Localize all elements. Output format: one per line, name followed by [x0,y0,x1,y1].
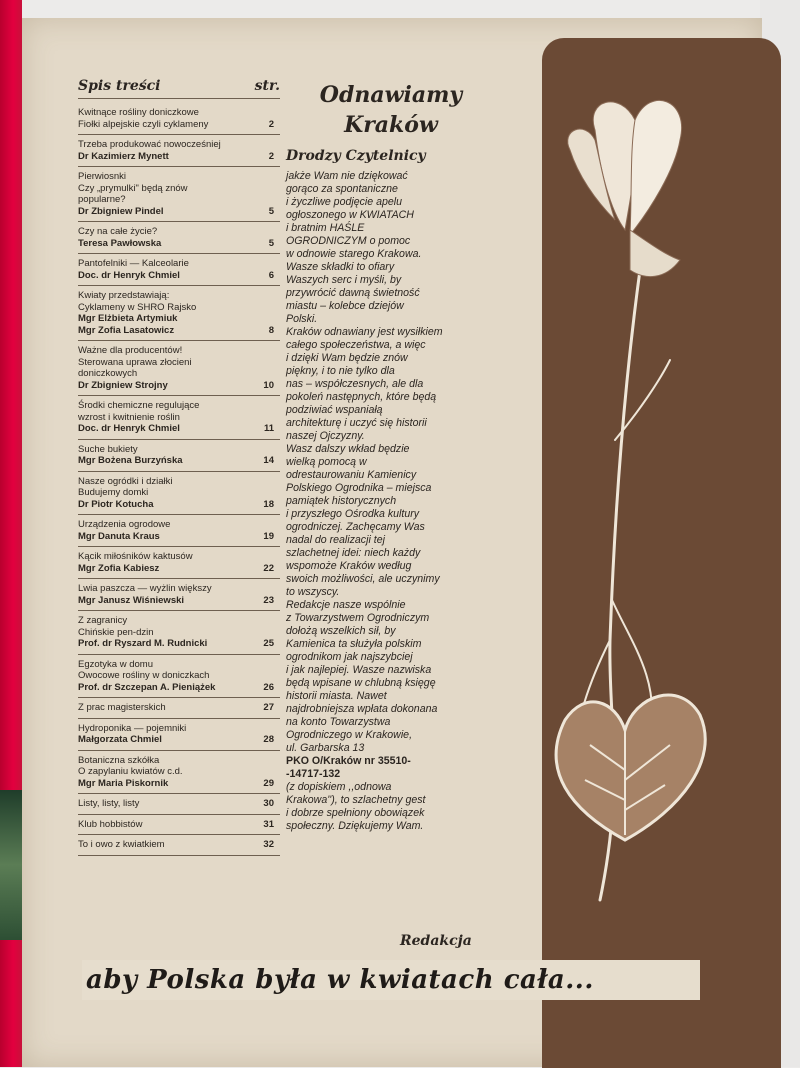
toc-list [78,103,280,856]
toc-entry-author: Dr Piotr Kotucha [78,498,154,510]
toc-entry [78,794,280,815]
toc-entry [78,515,280,547]
toc-entry-page: 11 [263,423,274,434]
slogan-banner: aby Polska była w kwiatach cała... [82,960,700,1000]
toc-entry [78,751,280,795]
toc-entry-title: Kącik miłośników kaktusów [78,551,193,562]
article-salutation: Drodzy Czytelnicy [286,148,426,164]
toc-entry-page: 26 [263,681,274,693]
toc-entry-page: 5 [268,237,274,249]
toc-entry-author: Prof. dr Ryszard M. Rudnicki [78,638,208,649]
toc-entry-title: Ważne dla producentów! Sterowana uprawa złocieni doniczkowych [78,345,192,379]
toc-entry-title: Botaniczna szkółka O zapylaniu kwiatów c.d. [78,754,183,777]
toc-title: Spis treści [78,78,161,94]
toc-entry-author: Małgorzata Chmiel [78,734,162,745]
toc-entry-page: 18 [263,498,274,510]
toc-entry-author: Dr Kazimierz Mynett [78,150,169,162]
toc-entry [78,835,280,856]
toc-entry-page: 8 [268,324,274,336]
toc-entry-title: Czy na całe życie? [78,226,158,237]
toc-header [78,78,280,99]
toc-entry [78,103,280,135]
article-signature: Redakcja [400,933,472,949]
toc-entry-author: Mgr Bożena Burzyńska [78,455,183,466]
editorial-article [286,80,476,833]
toc-entry-author: Teresa Pawłowska [78,237,162,249]
toc-entry-title: Z prac magisterskich [78,702,166,713]
toc-entry [78,167,280,222]
toc-entry [78,440,280,472]
article-body: jakże Wam nie dziękować gorąco za spontaniczne i życzliwe podjęcie apelu ogłoszonego w KWIATACH i bratnim HAŚLE OGRODNICZYM o pomoc w odnowie starego Krakowa. Wasze składki to ofiary Waszych serc i myśli, by przywrócić dawną świetność miastu – kolebce dziejów Polski. Kraków odnawiany jest wysiłkiem całego społeczeństwa, a więc i dzięki Wam będzie znów piękny, i to nie tylko dla nas – współczesnych, ale dla pokoleń następnych, które będą podziwiać wspaniałą architekturę i uczyć się historii naszej Ojczyzny. Wasz dalszy wkład będzie wielką pomocą w odrestaurowaniu Kamienicy Polskiego Ogrodnika – miejsca pamiątek historycznych i przyszłego Ośrodka kultury ogrodniczej. Zachęcamy Was nadal do realizacji tej szlachetnej idei: niech każdy wspomoże Kraków według swoich możliwości, ale uczynimy to wszyscy. Redakcje nasze wspólnie z Towarzystwem Ogrodniczym dołożą wszelkich sił, by Kamienica ta służyła polskim ogrodnikom jak najszybciej i jak najlepiej. Wasze nazwiska będą wpisane w chlubną księgę historii miasta. Nawet najdrobniejsza wpłata dokonana na konto Towarzystwa Ogrodniczego w Krakowie, ul. Garbarska 13 [286,170,443,754]
toc-entry [78,396,280,440]
toc-entry-page: 6 [268,269,274,281]
cover-photo-fragment [0,790,22,940]
toc-entry-title: Listy, listy, listy [78,798,140,809]
toc-entry [78,254,280,286]
article-closing: (z dopiskiem ,,odnowa Krakowa''), to szlachetny gest i dobrze spełniony obowiązek społeczny. Dziękujemy Wam. [286,781,426,832]
toc-entry [78,222,280,254]
heart-leaf [556,695,705,840]
toc-entry-author: Mgr Elżbieta Artymiuk Mgr Zofia Lasatowicz [78,313,178,336]
toc-entry-page: 10 [263,379,274,391]
toc-entry [78,698,280,719]
toc-entry-page: 25 [263,638,274,649]
toc-entry-author: Mgr Danuta Kraus [78,530,160,542]
toc-entry-author: Mgr Maria Piskornik [78,777,169,789]
toc-entry [78,719,280,751]
toc-entry [78,611,280,655]
toc-entry-title: To i owo z kwiatkiem [78,839,165,850]
toc-entry-title: Środki chemiczne regulujące wzrost i kwitnienie roślin [78,400,200,423]
toc-entry [78,547,280,579]
toc-entry-title: Egzotyka w domu Owocowe rośliny w doniczkach [78,658,210,681]
toc-entry-page: 14 [263,455,274,466]
toc-entry-title: Kwitnące rośliny doniczkowe Fiołki alpejskie czyli cyklameny [78,107,209,130]
toc-entry-page: 31 [263,818,274,830]
toc-entry [78,472,280,516]
toc-entry [78,815,280,836]
toc-entry [78,341,280,396]
cyclamen-flower-illustration [530,80,730,960]
toc-entry-title: Pierwiosnki Czy „prymulki" będą znów popularne? [78,171,188,205]
toc-entry [78,579,280,611]
toc-entry-title: Urządzenia ogrodowe [78,519,171,530]
toc-entry-page: 2 [268,118,274,130]
toc-entry [78,655,280,699]
toc-entry-author: Dr Zbigniew Strojny [78,379,168,391]
bank-account: PKO O/Kraków nr 35510- -14717-132 [286,755,411,780]
toc-entry-title: Nasze ogródki i działki Budujemy domki [78,475,173,498]
toc-entry-title: Hydroponika — pojemniki [78,722,187,734]
article-headline: Odnawiamy Kraków [319,82,463,138]
toc-entry-author: Prof. dr Szczepan A. Pieniążek [78,681,216,693]
toc-entry-title: Kwiaty przedstawiają: Cyklameny w SHRO Rajsko [78,290,197,313]
toc-entry-page: 22 [263,562,274,574]
toc-page-label: str. [254,78,280,94]
toc-entry-page: 29 [263,777,274,789]
toc-entry-author: Doc. dr Henryk Chmiel [78,269,180,281]
toc-entry-title: Klub hobbistów [78,818,143,830]
toc-entry-page: 32 [263,839,274,850]
flower-petals [568,100,682,276]
toc-entry-title: Pantofelniki — Kalceolarie [78,258,189,269]
toc-entry-page: 30 [263,798,274,809]
toc-entry-title: Z zagranicy Chińskie pen-dzin [78,615,154,638]
toc-entry-page: 23 [263,594,274,606]
toc-entry [78,286,280,341]
toc-entry [78,135,280,167]
toc-entry-title: Lwia paszcza — wyżlin większy [78,583,212,594]
toc-entry-author: Mgr Janusz Wiśniewski [78,594,185,606]
toc-entry-page: 2 [268,150,274,162]
toc-entry-page: 19 [263,530,274,542]
toc-entry-author: Mgr Zofia Kabiesz [78,562,160,574]
toc-entry-author: Dr Zbigniew Pindel [78,205,164,217]
toc-entry-title: Suche bukiety [78,443,138,455]
toc-entry-page: 5 [268,205,274,217]
toc-entry-title: Trzeba produkować nowocześniej [78,139,221,150]
toc-entry-page: 28 [263,734,274,745]
toc-entry-page: 27 [263,702,274,713]
table-of-contents [78,78,280,856]
toc-entry-author: Doc. dr Henryk Chmiel [78,423,180,434]
